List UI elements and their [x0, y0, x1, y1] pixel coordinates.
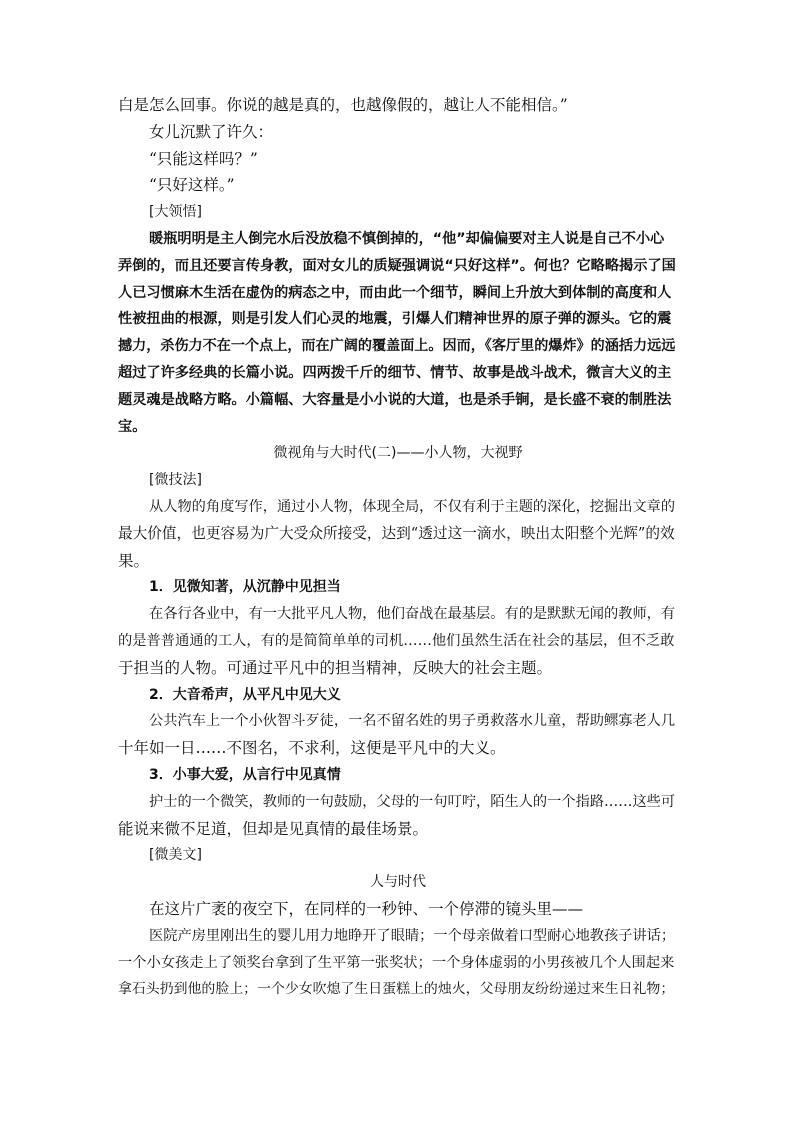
label-wei-meiwen: [微美文] — [149, 847, 202, 864]
paragraph-line: 于担当的人物。可通过平凡中的担当精神，反映大的社会主题。 — [118, 658, 553, 677]
document-page — [118, 92, 678, 1003]
section-title: 微视角与大时代(二)——小人物，大视野 — [273, 445, 523, 462]
paragraph-line: 在各行各业中，有一大批平凡人物，他们奋战在最基层。有的是默默无闻的教师，有 — [149, 606, 676, 623]
essay-title: 人与时代 — [370, 874, 426, 891]
paragraph-line: 宝。 — [118, 418, 147, 435]
intro-line: 女儿沉默了许久： — [149, 122, 274, 141]
paragraph-line: 果。 — [118, 551, 150, 570]
intro-line: 白是怎么回事。你说的越是真的，也越像假的，越让人不能相信。” — [118, 96, 568, 114]
paragraph-line: 医院产房里刚出生的婴儿用力地睁开了眼睛；一个母亲做着口型耐心地教孩子讲话； — [149, 927, 676, 944]
paragraph-line: 人已习惯麻木生活在虚伪的病态之中，而由此一个细节，瞬间上升放大到体制的高度和人 — [118, 284, 672, 301]
paragraph-line: 撼力，杀伤力不在一个点上，而在广阔的覆盖面上。因而，《客厅里的爆炸》的涵括力远远 — [118, 338, 676, 355]
label-da-lingwu: [大领悟] — [149, 204, 202, 221]
commentary-paragraph — [118, 226, 678, 440]
paragraph-line: 的是普普通通的工人，有的是简简单单的司机……他们虽然生活在社会的基层，但不乏敢 — [118, 632, 675, 649]
paragraph-line: 在这片广袤的夜空下，在同样的一秒钟、一个停滞的镜头里—— — [149, 899, 584, 918]
paragraph-line: 护士的一个微笑，教师的一句鼓励，父母的一句叮咛，陌生人的一个指路……这些可 — [149, 793, 676, 810]
paragraph-line: 拿石头扔到他的脸上；一个少女吹熄了生日蛋糕上的烛火，父母朋友纷纷递过来生日礼物； — [118, 981, 675, 998]
paragraph-line: 能说来微不足道，但却是见真情的最佳场景。 — [118, 819, 429, 838]
paragraph-line: 公共汽车上一个小伙智斗歹徒，一名不留名姓的男子勇救落水儿童，帮助鳏寡老人几 — [149, 713, 676, 730]
paragraph-line: 题灵魂是战略方略。小篇幅、大容量是小小说的大道，也是杀手锏，是长盛不衰的制胜法 — [118, 391, 672, 408]
paragraph-line: 超过了许多经典的长篇小说。四两拨千斤的细节、情节、故事是战斗战术，微言大义的主 — [118, 364, 672, 381]
paragraph-line: 从人物的角度写作，通过小人物，体现全局，不仅有利于主题的深化，挖掘出文章的 — [149, 498, 676, 515]
paragraph-line: 最大价值，也更容易为广大受众所接受，达到“透过这一滴水，映出太阳整个光辉”的效 — [118, 524, 675, 542]
paragraph-line: 暖瓶明明是主人倒完水后没放稳不慎倒掉的，“他”却偏偏要对主人说是自己不小心 — [149, 230, 665, 247]
point-heading-2: 2．大音希声，从平凡中见大义 — [149, 686, 341, 703]
paragraph-line: 弄倒的，而且还要言传身教，面对女儿的质疑强调说“只好这样”。何也？它略略揭示了国 — [118, 257, 676, 274]
paragraph-line: 性被扭曲的根源，则是引发人们心灵的地震，引爆人们精神世界的原子弹的源头。它的震 — [118, 311, 672, 328]
paragraph-line: 一个小女孩走上了领奖台拿到了生平第一张奖状；一个身体虚弱的小男孩被几个人围起来 — [118, 954, 675, 971]
point-heading-1: 1．见微知著，从沉静中见担当 — [149, 579, 341, 596]
label-wei-jifa: [微技法] — [149, 472, 202, 489]
point-heading-3: 3．小事大爱，从言行中见真情 — [149, 766, 341, 783]
intro-line: “只好这样。” — [149, 176, 235, 195]
paragraph-line: 十年如一日……不图名，不求利，这便是平凡中的大义。 — [118, 739, 506, 758]
intro-line: “只能这样吗？” — [149, 149, 258, 168]
